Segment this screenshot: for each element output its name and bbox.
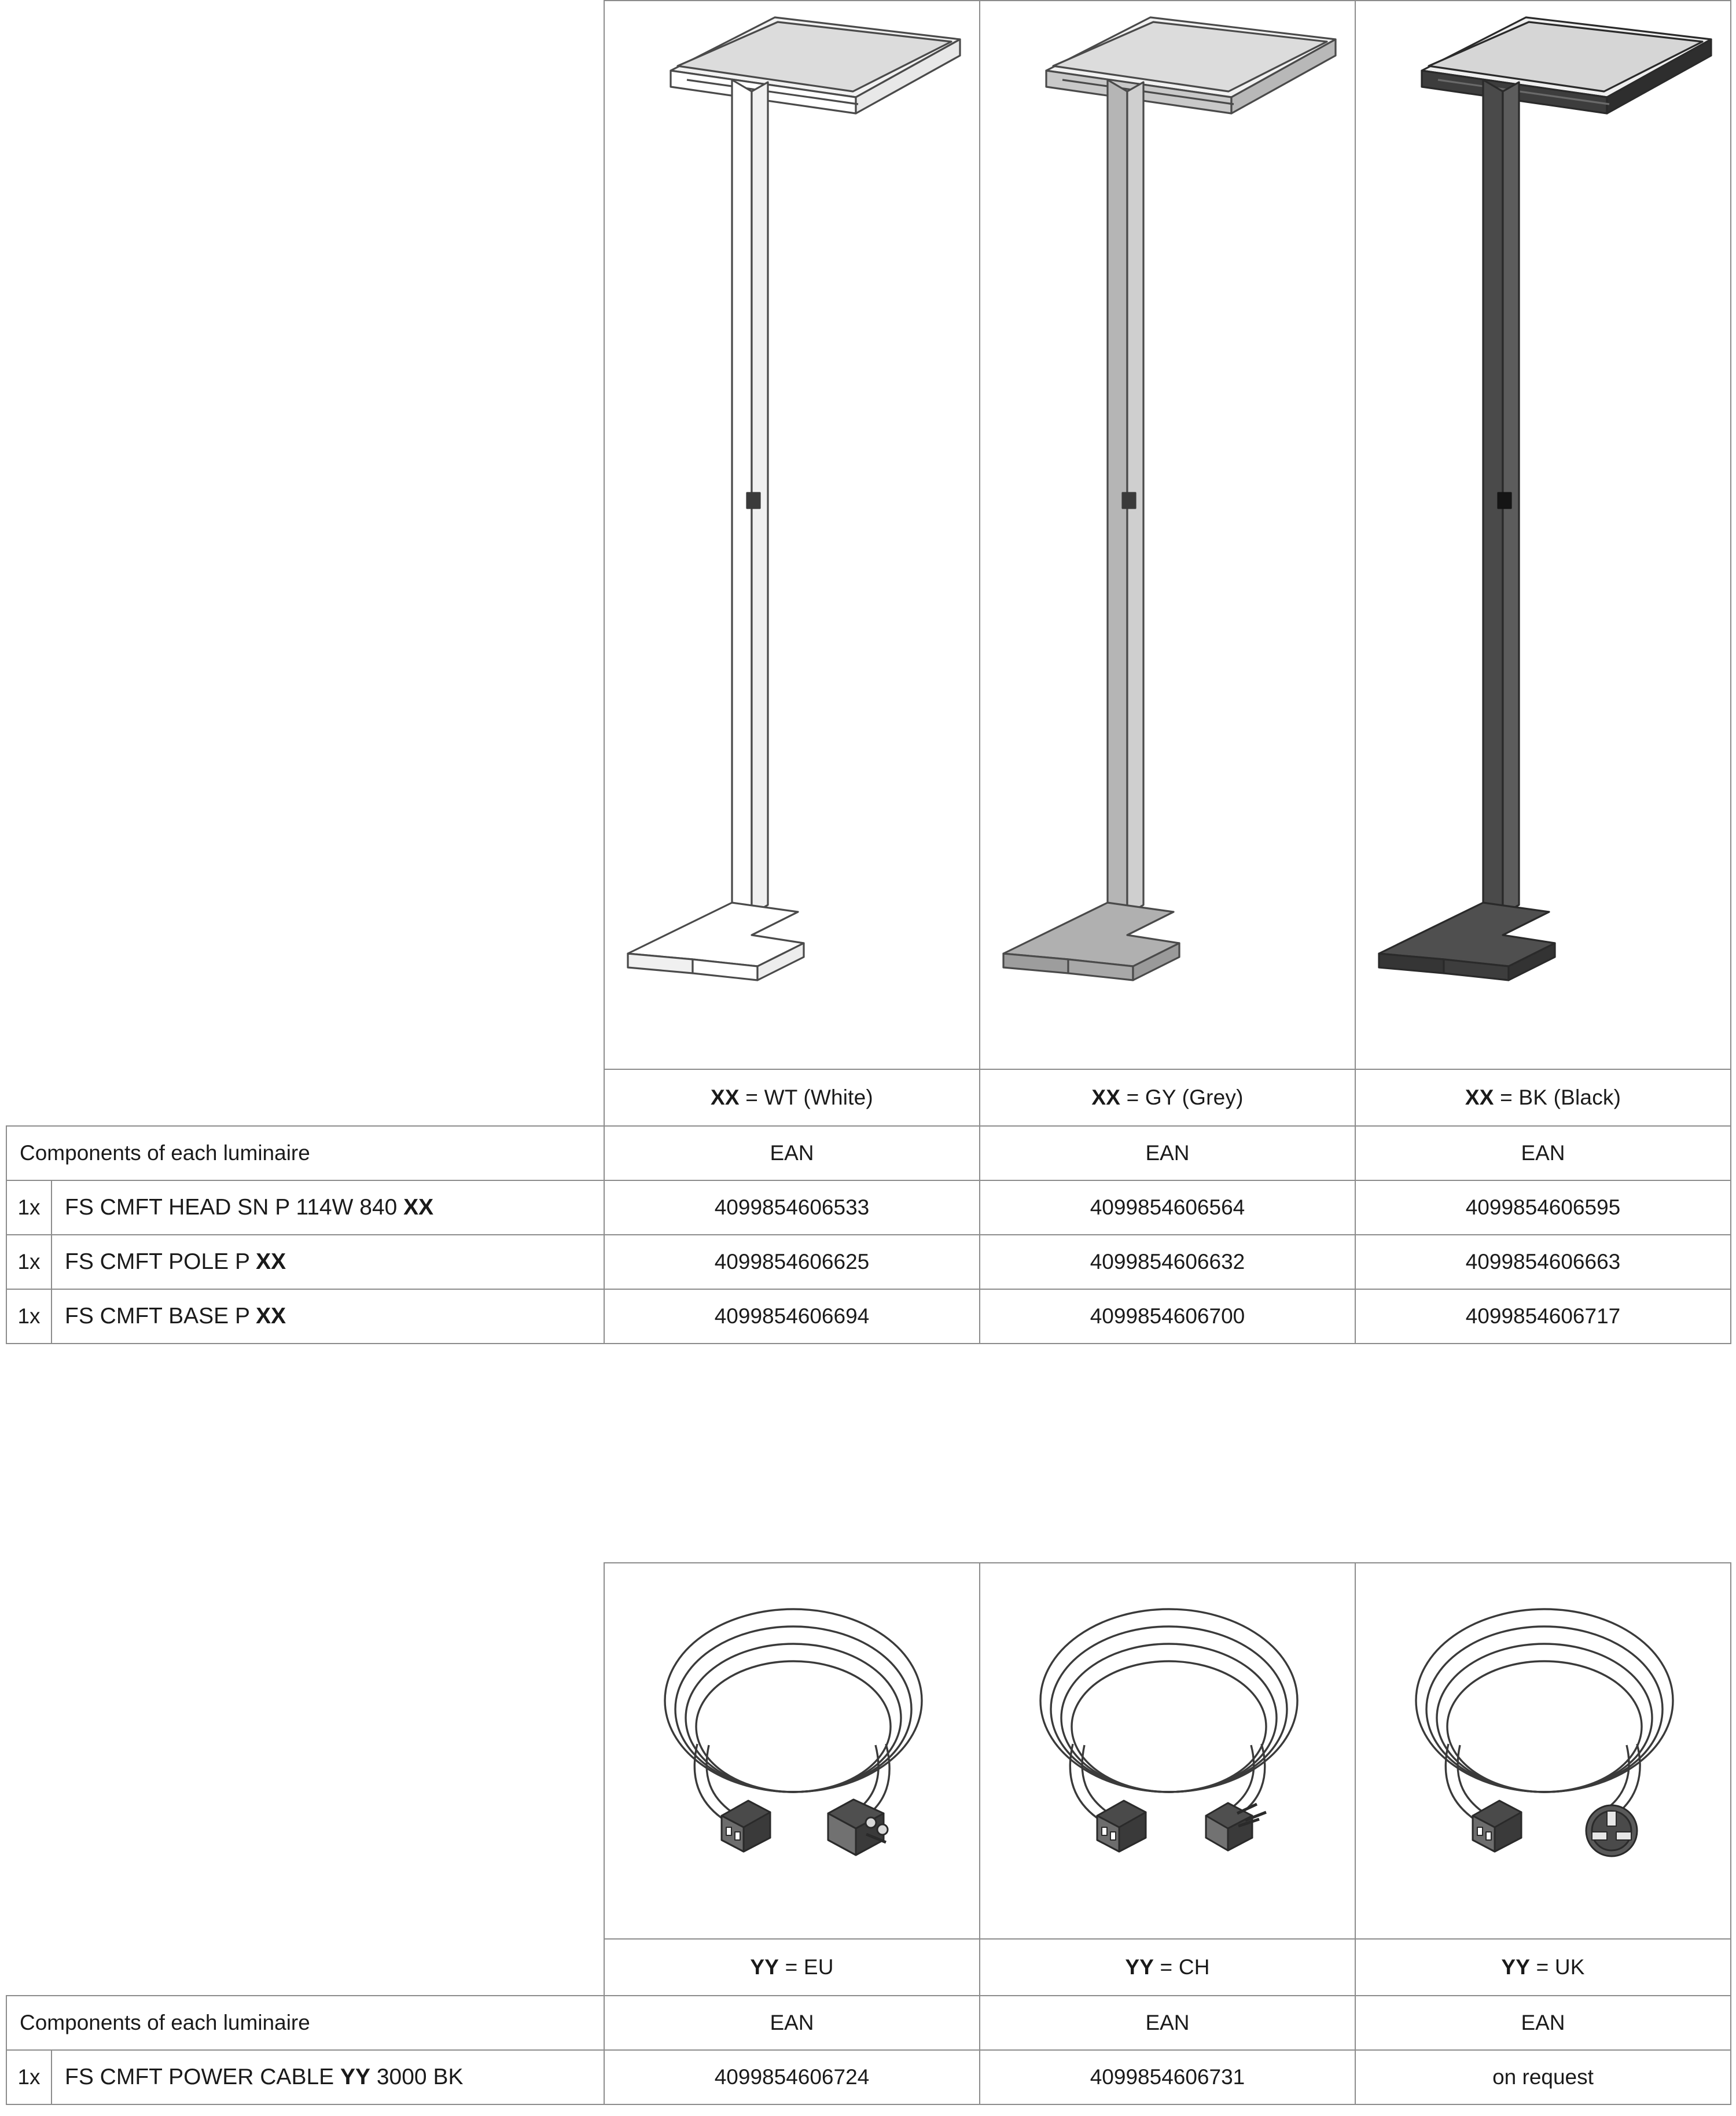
cable-label-eu: = EU: [779, 1955, 834, 1979]
cable-label-ch: = CH: [1154, 1955, 1210, 1979]
variant-label-white: = WT (White): [739, 1085, 873, 1109]
cable-image-uk: [1355, 1563, 1731, 1939]
desc-variable: XX: [256, 1304, 286, 1329]
row-description: [52, 1180, 604, 1235]
power-cable-ch-illustration: [1000, 1570, 1336, 1929]
cable-caption-eu: [604, 1939, 980, 1996]
components-header: Components of each luminaire: [6, 1126, 604, 1180]
cable-ean-header-ch: EAN: [980, 1996, 1355, 2050]
cable-desc-text: FS CMFT POWER CABLE: [65, 2065, 340, 2089]
floor-lamp-grey-illustration: [988, 6, 1347, 1065]
luminaire-image-white: [604, 1, 980, 1069]
cable-caption-row: [6, 1939, 1731, 1996]
cable-label-uk: = UK: [1530, 1955, 1585, 1979]
cable-image-ch: [980, 1563, 1355, 1939]
row-description: [52, 1289, 604, 1344]
row-ean-black: 4099854606717: [1355, 1289, 1731, 1344]
luminaire-image-row: [6, 1, 1731, 1069]
ean-header-white: EAN: [604, 1126, 980, 1180]
caption-row-spacer: [6, 1069, 604, 1126]
cable-components-header: Components of each luminaire: [6, 1996, 604, 2050]
variant-code-black: XX: [1465, 1085, 1494, 1109]
row-ean-white: 4099854606533: [604, 1180, 980, 1235]
row-ean-black: 4099854606663: [1355, 1235, 1731, 1289]
desc-variable: XX: [256, 1249, 286, 1274]
floor-lamp-white-illustration: [613, 6, 972, 1065]
cable-caption-spacer: [6, 1939, 604, 1996]
luminaire-image-grey: [980, 1, 1355, 1069]
variant-caption-white: [604, 1069, 980, 1126]
row-quantity: 1x: [6, 1180, 52, 1235]
cable-row-ean-ch: 4099854606731: [980, 2050, 1355, 2104]
luminaire-spec-block: [6, 0, 1730, 1344]
cable-desc-suffix: 3000 BK: [370, 2065, 464, 2089]
luminaire-table: [6, 0, 1731, 1344]
ean-header-grey: EAN: [980, 1126, 1355, 1180]
cable-ean-header-uk: EAN: [1355, 1996, 1731, 2050]
cable-image-eu: [604, 1563, 980, 1939]
row-description: [52, 1235, 604, 1289]
cable-row-ean-eu: 4099854606724: [604, 2050, 980, 2104]
variant-caption-grey: [980, 1069, 1355, 1126]
luminaire-image-black: [1355, 1, 1731, 1069]
variant-label-grey: = GY (Grey): [1120, 1085, 1244, 1109]
image-row-spacer: [6, 1, 604, 1069]
row-ean-white: 4099854606694: [604, 1289, 980, 1344]
cable-desc-variable: YY: [340, 2065, 371, 2089]
desc-variable: XX: [403, 1195, 434, 1220]
cable-row-ean-uk: on request: [1355, 2050, 1731, 2104]
variant-caption-black: [1355, 1069, 1731, 1126]
row-ean-white: 4099854606625: [604, 1235, 980, 1289]
cable-table: [6, 1562, 1731, 2105]
table-row: [6, 1289, 1731, 1344]
row-ean-grey: 4099854606564: [980, 1180, 1355, 1235]
cable-row-description: [52, 2050, 604, 2104]
luminaire-caption-row: [6, 1069, 1731, 1126]
table-row: [6, 1235, 1731, 1289]
variant-code-white: XX: [711, 1085, 740, 1109]
cable-code-eu: YY: [750, 1955, 779, 1979]
desc-text: FS CMFT HEAD SN P 114W 840: [65, 1195, 404, 1220]
table-row: [6, 2050, 1731, 2104]
cable-code-uk: YY: [1501, 1955, 1531, 1979]
cable-code-ch: YY: [1125, 1955, 1154, 1979]
table-row: [6, 1180, 1731, 1235]
row-quantity: 1x: [6, 1289, 52, 1344]
row-ean-black: 4099854606595: [1355, 1180, 1731, 1235]
cable-image-row: [6, 1563, 1731, 1939]
desc-text: FS CMFT POLE P: [65, 1249, 256, 1274]
cable-spec-block: [6, 1562, 1730, 2105]
row-ean-grey: 4099854606700: [980, 1289, 1355, 1344]
power-cable-eu-illustration: [624, 1570, 960, 1929]
cable-caption-ch: [980, 1939, 1355, 1996]
variant-label-black: = BK (Black): [1494, 1085, 1621, 1109]
floor-lamp-black-illustration: [1364, 6, 1723, 1065]
cable-header-row: [6, 1996, 1731, 2050]
row-ean-grey: 4099854606632: [980, 1235, 1355, 1289]
cable-row-quantity: 1x: [6, 2050, 52, 2104]
row-quantity: 1x: [6, 1235, 52, 1289]
cable-ean-header-eu: EAN: [604, 1996, 980, 2050]
variant-code-grey: XX: [1091, 1085, 1121, 1109]
cable-caption-uk: [1355, 1939, 1731, 1996]
desc-text: FS CMFT BASE P: [65, 1304, 256, 1329]
ean-header-black: EAN: [1355, 1126, 1731, 1180]
luminaire-header-row: [6, 1126, 1731, 1180]
cable-image-row-spacer: [6, 1563, 604, 1939]
power-cable-uk-illustration: [1375, 1570, 1711, 1929]
